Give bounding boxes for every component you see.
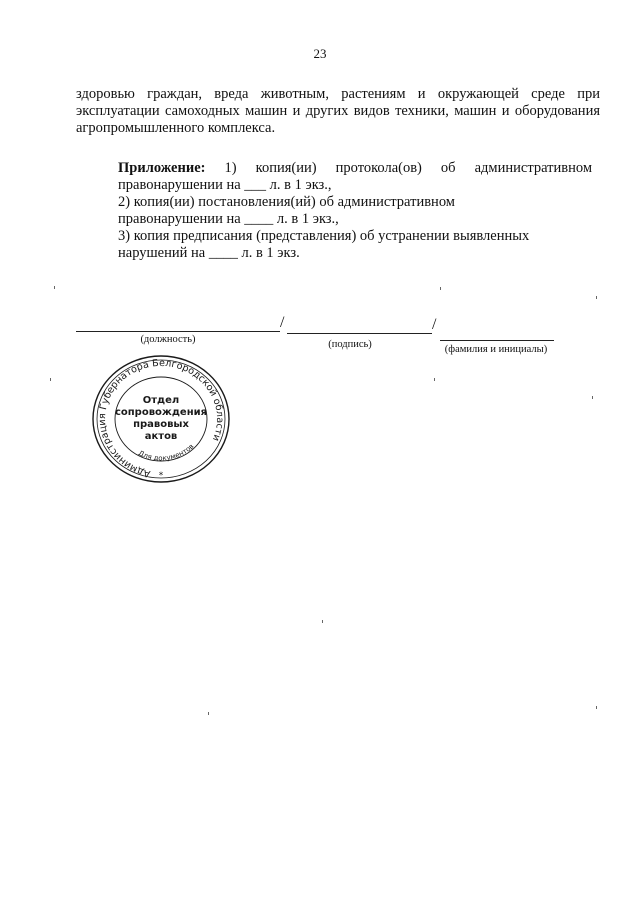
attachment-item-2-line-2: правонарушении на ____ л. в 1 экз.,: [118, 211, 339, 227]
stamp-seal: [86, 354, 236, 484]
body-paragraph: здоровью граждан, вреда животным, растениям и окружающей среде при эксплуатации самоходных машин и других видов техники, машин и оборудования агропромышленного комплекса.: [76, 86, 600, 136]
scan-speck: [322, 620, 323, 623]
attachment-item-1-text: 1) копия(ии) протокола(ов) об административном: [224, 160, 592, 176]
stamp-bottom-text: Для документов: [137, 442, 196, 463]
stamp-center-line-4: актов: [144, 431, 178, 442]
official-stamp: [86, 354, 236, 484]
stamp-center-line-1: Отдел: [142, 395, 180, 406]
separator-slash-2: /: [432, 316, 437, 333]
stamp-center-line-3: правовых: [133, 419, 189, 430]
attachment-item-1-line-1: [118, 160, 592, 177]
page-number: 23: [313, 46, 327, 61]
signature-caption: (подпись): [328, 339, 372, 350]
scan-speck: [208, 712, 209, 715]
stamp-star: *: [158, 471, 164, 481]
scan-speck: [592, 396, 593, 399]
attachment-item-3-line-2: нарушений на ____ л. в 1 экз.: [118, 245, 300, 261]
attachment-item-3-line-1: 3) копия предписания (представления) об устранении выявленных: [118, 228, 530, 244]
scan-speck: [434, 378, 435, 381]
attachment-item-1-line-2: правонарушении на ___ л. в 1 экз.,: [118, 177, 332, 193]
signature-line: [287, 333, 432, 334]
name-line: [440, 340, 554, 341]
scan-speck: [596, 296, 597, 299]
stamp-center-line-2: сопровождения: [114, 407, 208, 418]
attachment-block: [118, 160, 592, 262]
name-caption: (фамилия и инициалы): [444, 344, 548, 355]
position-caption: (должность): [140, 334, 196, 345]
attachment-label: Приложение:: [118, 160, 206, 176]
separator-slash-1: /: [280, 314, 285, 331]
scan-speck: [54, 286, 55, 289]
stamp-ring-text: Администрация Губернатора Белгородской области: [96, 357, 226, 479]
scan-speck: [50, 378, 51, 381]
scan-speck: [440, 287, 441, 290]
attachment-item-2-line-1: 2) копия(ии) постановления(ий) об административном: [118, 194, 455, 210]
position-line: [76, 331, 280, 332]
scan-speck: [596, 706, 597, 709]
